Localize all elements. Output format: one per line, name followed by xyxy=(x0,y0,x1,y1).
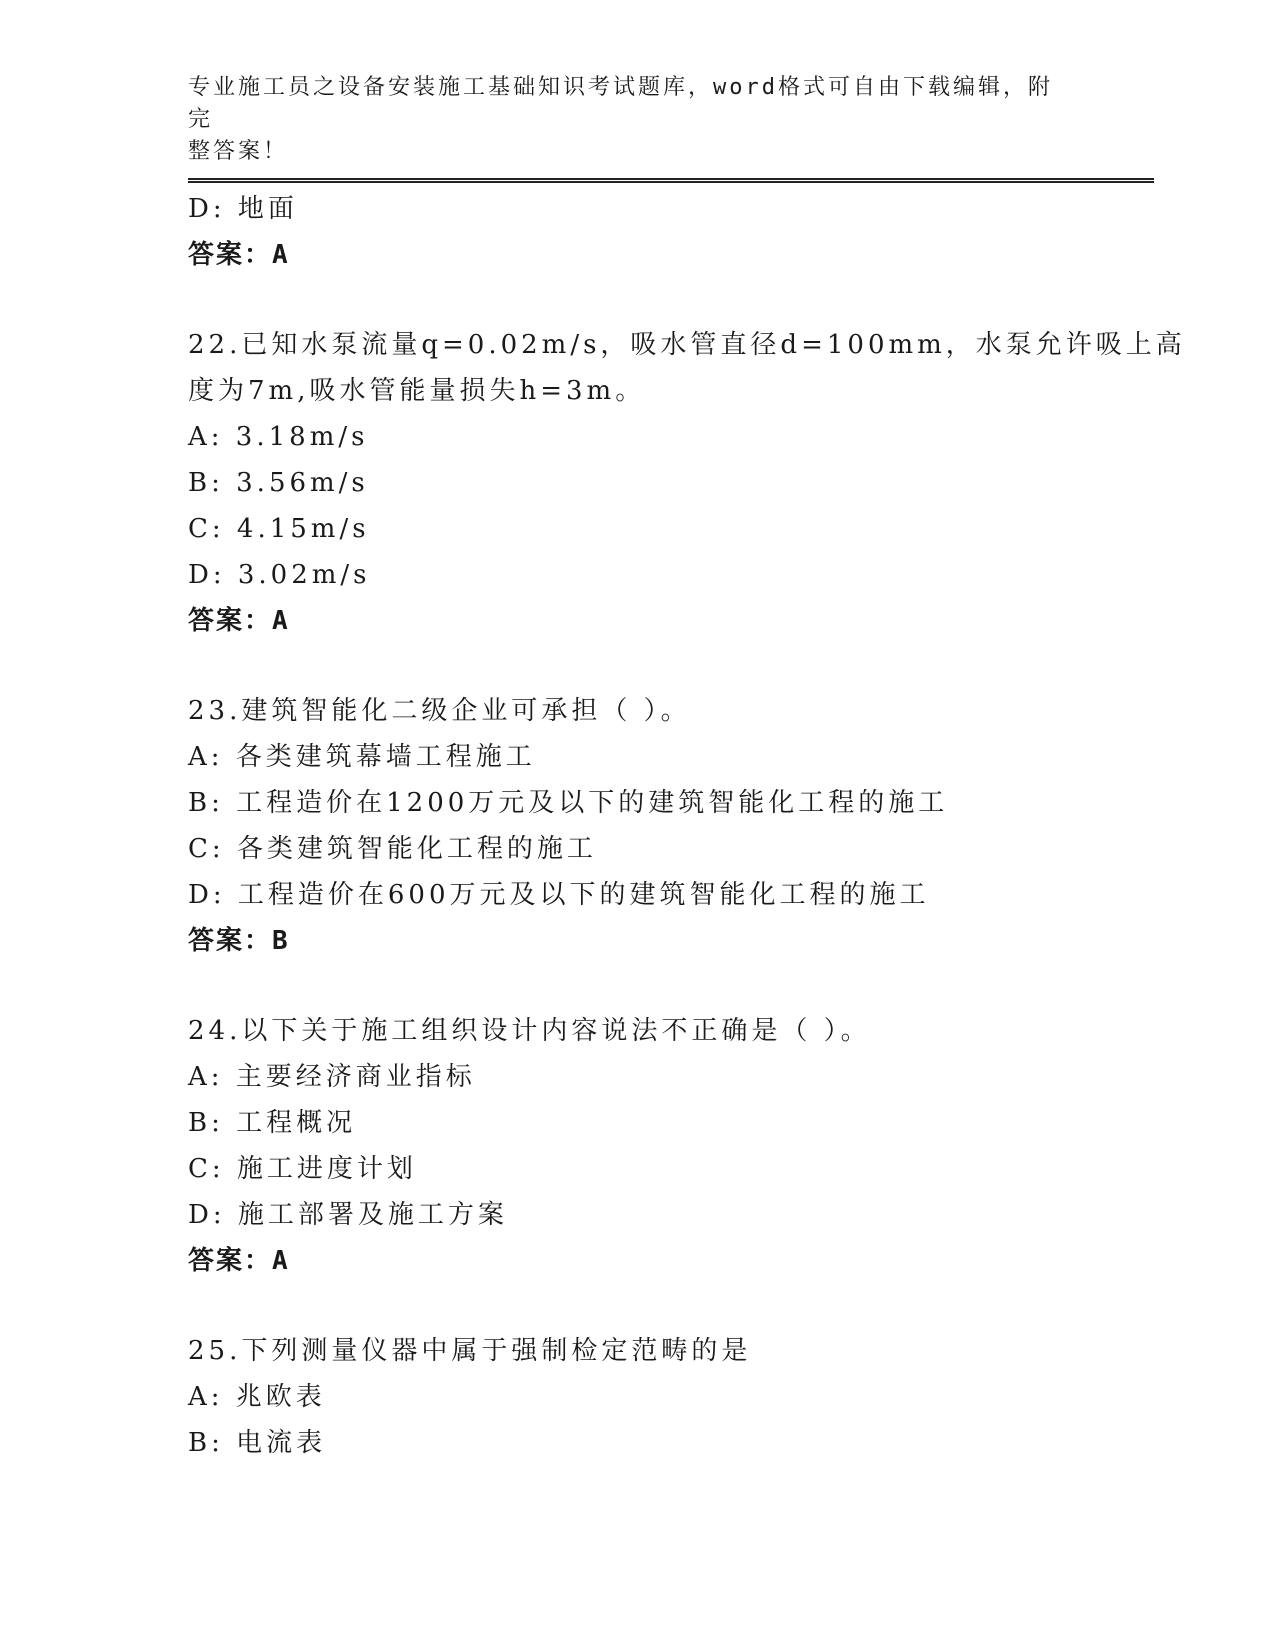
answer-line: 答案：B xyxy=(188,926,290,956)
option-c: C: 4.15m/s xyxy=(188,514,370,544)
question-25 xyxy=(188,1328,1088,1466)
question-23 xyxy=(188,688,1088,964)
option-c: C: 各类建筑智能化工程的施工 xyxy=(188,834,597,864)
option-d: D: 工程造价在600万元及以下的建筑智能化工程的施工 xyxy=(188,880,930,910)
spacer xyxy=(188,278,1088,322)
spacer xyxy=(188,1284,1088,1328)
answer-line: 答案：A xyxy=(188,606,290,636)
option-a: A: 3.18m/s xyxy=(188,422,369,452)
header-divider xyxy=(188,178,1154,183)
option-b: B: 电流表 xyxy=(188,1428,327,1458)
question-list xyxy=(188,186,1186,1466)
answer-line: 答案：A xyxy=(188,240,290,270)
question-stem: 23.建筑智能化二级企业可承担（ ）。 xyxy=(188,696,691,726)
spacer xyxy=(188,964,1088,1008)
document-header xyxy=(188,72,1068,168)
option-c: C: 施工进度计划 xyxy=(188,1154,417,1184)
option-b: B: 工程概况 xyxy=(188,1108,357,1138)
question-stem: 24.以下关于施工组织设计内容说法不正确是（ ）。 xyxy=(188,1016,871,1046)
question-21-continuation xyxy=(188,186,1088,278)
answer-line: 答案：A xyxy=(188,1246,290,1276)
header-line-1: 专业施工员之设备安装施工基础知识考试题库，word格式可自由下载编辑，附完 xyxy=(188,75,1053,132)
spacer xyxy=(188,644,1088,688)
question-22 xyxy=(188,322,1186,644)
question-24 xyxy=(188,1008,1088,1284)
option-d: D: 3.02m/s xyxy=(188,560,371,590)
option-b: B: 3.56m/s xyxy=(188,468,369,498)
option-b: B: 工程造价在1200万元及以下的建筑智能化工程的施工 xyxy=(188,788,949,818)
question-stem-continued: 度为7m,吸水管能量损失h=3m。 xyxy=(188,376,646,406)
option-a: A: 主要经济商业指标 xyxy=(188,1062,476,1092)
question-stem: 25.下列测量仪器中属于强制检定范畴的是 xyxy=(188,1336,752,1366)
option-a: A: 各类建筑幕墙工程施工 xyxy=(188,742,536,772)
option-d: D: 地面 xyxy=(188,194,298,224)
option-d: D: 施工部署及施工方案 xyxy=(188,1200,508,1230)
option-a: A: 兆欧表 xyxy=(188,1382,326,1412)
question-stem: 22.已知水泵流量q=0.02m/s，吸水管直径d=100mm，水泵允许吸上高 xyxy=(188,330,1186,360)
header-line-2: 整答案！ xyxy=(188,139,289,164)
